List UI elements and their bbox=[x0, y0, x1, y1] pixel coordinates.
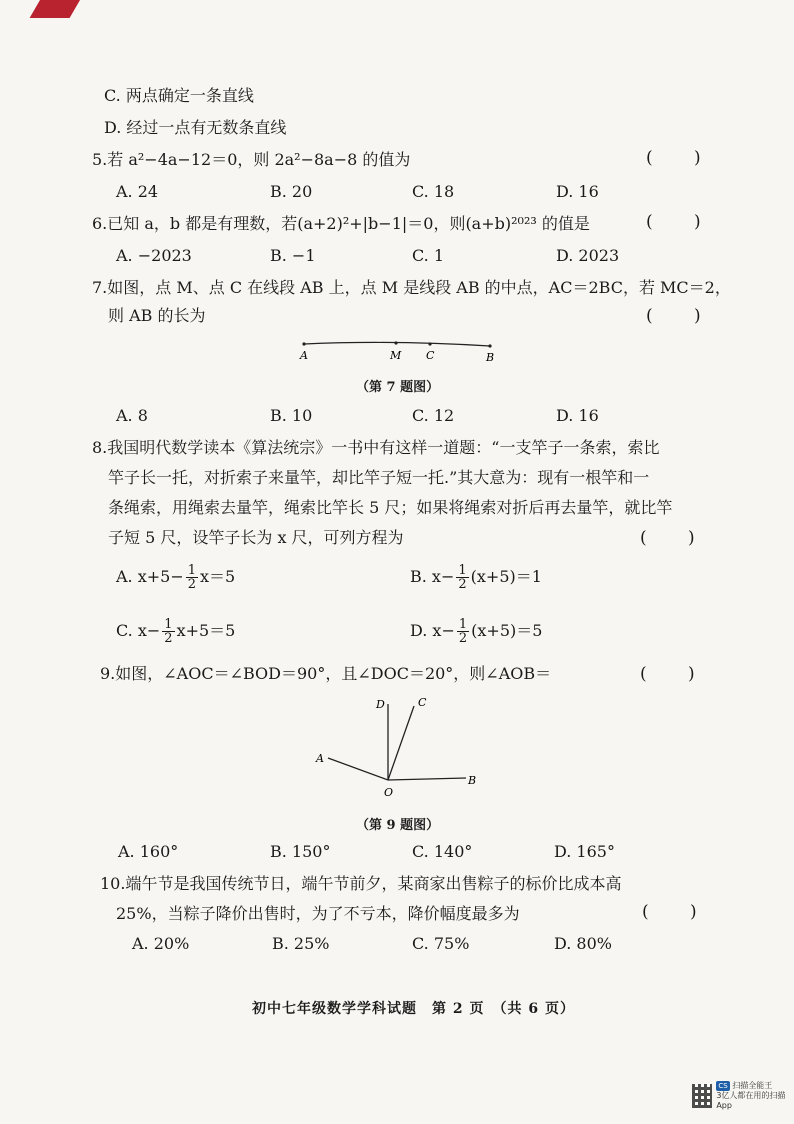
q8-option-d bbox=[410, 618, 542, 645]
q6-text: 已知 a，b 都是有理数，若(a+2)²+|b−1|＝0，则(a+b)²⁰²³ 的值是 bbox=[107, 214, 590, 233]
frac-denominator: 2 bbox=[458, 577, 467, 592]
page-footer: 初中七年级数学学科试题 第 2 页 （共 6 页） bbox=[252, 1001, 575, 1017]
ray-ob bbox=[388, 778, 466, 780]
qr-code-icon bbox=[692, 1084, 712, 1108]
red-corner-mark bbox=[30, 0, 80, 18]
label-a: A bbox=[316, 752, 324, 765]
q5-option-b: B. 20 bbox=[270, 182, 313, 201]
ray-oa bbox=[328, 758, 388, 780]
q8-a-fraction bbox=[186, 564, 198, 591]
label-a: A bbox=[300, 349, 308, 362]
cs-badge: CS bbox=[718, 1082, 728, 1090]
q10-option-b: B. 25% bbox=[272, 934, 330, 953]
q9-option-a: A. 160° bbox=[118, 842, 179, 861]
q9-answer-paren: ( ) bbox=[640, 664, 713, 684]
q7-option-d: D. 16 bbox=[556, 406, 599, 425]
q9-option-c: C. 140° bbox=[412, 842, 473, 861]
q7-segment-figure bbox=[290, 334, 510, 368]
ray-oc bbox=[388, 706, 414, 780]
q4-option-c: C. 两点确定一条直线 bbox=[104, 86, 254, 105]
q9-number: 9. bbox=[100, 664, 116, 683]
q8-d-post: (x+5)＝5 bbox=[471, 621, 543, 640]
q7-option-c: C. 12 bbox=[412, 406, 455, 425]
q8-b-post: (x+5)＝1 bbox=[470, 567, 542, 586]
frac-numerator: 1 bbox=[458, 617, 468, 632]
q9-text: 如图，∠AOC＝∠BOD＝90°，且∠DOC＝20°，则∠AOB＝ bbox=[115, 664, 552, 683]
point-c bbox=[428, 342, 431, 345]
frac-numerator: 1 bbox=[187, 563, 197, 578]
q8-stem-line3: 条绳索，用绳索去量竿，绳索比竿长 5 尺；如果将绳索对折后再去量竿，就比竿 bbox=[108, 498, 673, 517]
q10-number: 10. bbox=[100, 874, 126, 893]
q8-a-post: x＝5 bbox=[200, 567, 236, 586]
q9-angle-figure bbox=[310, 692, 490, 802]
q6-stem bbox=[92, 214, 590, 234]
q7-text1: 如图，点 M、点 C 在线段 AB 上，点 M 是线段 AB 的中点，AC＝2BC，若 MC＝2， bbox=[107, 278, 731, 297]
scanner-watermark bbox=[692, 1082, 788, 1110]
q8-answer-paren: ( ) bbox=[640, 528, 713, 548]
q8-b-fraction bbox=[456, 564, 468, 591]
q7-caption: （第 7 题图） bbox=[356, 380, 440, 395]
q4-option-d: D. 经过一点有无数条直线 bbox=[104, 118, 287, 137]
q7-number: 7. bbox=[92, 278, 108, 297]
q8-option-b bbox=[410, 564, 542, 591]
q5-option-a: A. 24 bbox=[116, 182, 159, 201]
q8-stem-line2: 竿子长一托，对折索子来量竿，却比竿子短一托.”其大意为：现有一根竿和一 bbox=[108, 468, 650, 487]
q8-option-c bbox=[116, 618, 235, 645]
q6-option-d: D. 2023 bbox=[556, 246, 620, 265]
q7-option-a: A. 8 bbox=[116, 406, 148, 425]
q10-stem-line2: 25%，当粽子降价出售时，为了不亏本，降价幅度最多为 bbox=[116, 904, 520, 923]
point-m bbox=[394, 341, 397, 344]
label-o: O bbox=[384, 786, 394, 799]
q5-number: 5. bbox=[92, 150, 108, 169]
q8-d-pre: D. x− bbox=[410, 621, 455, 640]
q9-option-b: B. 150° bbox=[270, 842, 331, 861]
q8-option-a bbox=[116, 564, 235, 591]
q7-stem-line1 bbox=[92, 278, 731, 298]
frac-denominator: 2 bbox=[164, 631, 173, 646]
q6-number: 6. bbox=[92, 214, 108, 233]
q5-stem bbox=[92, 150, 410, 170]
q10-text1: 端午节是我国传统节日，端午节前夕，某商家出售粽子的标价比成本高 bbox=[125, 874, 622, 893]
label-c: C bbox=[426, 349, 435, 362]
q6-option-c: C. 1 bbox=[412, 246, 445, 265]
label-d: D bbox=[376, 698, 385, 711]
q8-d-fraction bbox=[457, 618, 469, 645]
point-a bbox=[302, 342, 305, 345]
frac-denominator: 2 bbox=[187, 577, 197, 592]
frac-numerator: 1 bbox=[164, 617, 173, 632]
q8-a-pre: A. x+5− bbox=[116, 567, 184, 586]
q8-stem-line4: 子短 5 尺，设竿子长为 x 尺，可列方程为 bbox=[108, 528, 404, 547]
scanner-sub: 3亿人都在用的扫描App bbox=[716, 1091, 786, 1110]
q7-stem-line2: 则 AB 的长为 bbox=[108, 306, 206, 325]
q9-stem bbox=[100, 664, 551, 684]
q8-b-pre: B. x− bbox=[410, 567, 455, 586]
q5-option-d: D. 16 bbox=[556, 182, 599, 201]
q10-option-a: A. 20% bbox=[132, 934, 190, 953]
scanner-brand-name: 扫描全能王 bbox=[732, 1081, 773, 1090]
q6-option-a: A. −2023 bbox=[116, 246, 192, 265]
q7-option-b: B. 10 bbox=[270, 406, 313, 425]
q9-option-d: D. 165° bbox=[554, 842, 615, 861]
q8-number: 8. bbox=[92, 438, 108, 457]
q6-answer-paren: ( ) bbox=[646, 212, 719, 232]
label-b: B bbox=[486, 351, 495, 364]
label-m: M bbox=[390, 349, 402, 362]
q9-caption: （第 9 题图） bbox=[356, 818, 440, 833]
q10-stem-line1 bbox=[100, 874, 621, 894]
q8-c-pre: C. x− bbox=[116, 621, 161, 640]
label-b: B bbox=[468, 774, 477, 787]
point-b bbox=[488, 344, 491, 347]
q8-c-fraction bbox=[162, 618, 174, 645]
q10-answer-paren: ( ) bbox=[642, 902, 715, 922]
q5-text: 若 a²−4a−12＝0，则 2a²−8a−8 的值为 bbox=[107, 150, 411, 169]
scanner-brand bbox=[716, 1081, 788, 1111]
q10-option-c: C. 75% bbox=[412, 934, 470, 953]
q8-c-post: x+5＝5 bbox=[176, 621, 236, 640]
frac-denominator: 2 bbox=[458, 631, 468, 646]
q8-stem-line1 bbox=[92, 438, 659, 458]
q7-answer-paren: ( ) bbox=[646, 306, 719, 326]
frac-numerator: 1 bbox=[458, 563, 467, 578]
label-c: C bbox=[418, 696, 427, 709]
q10-option-d: D. 80% bbox=[554, 934, 612, 953]
q6-option-b: B. −1 bbox=[270, 246, 316, 265]
q8-text1: 我国明代数学读本《算法统宗》一书中有这样一道题：“一支竿子一条索，索比 bbox=[107, 438, 660, 457]
q5-answer-paren: ( ) bbox=[646, 148, 719, 168]
q5-option-c: C. 18 bbox=[412, 182, 455, 201]
